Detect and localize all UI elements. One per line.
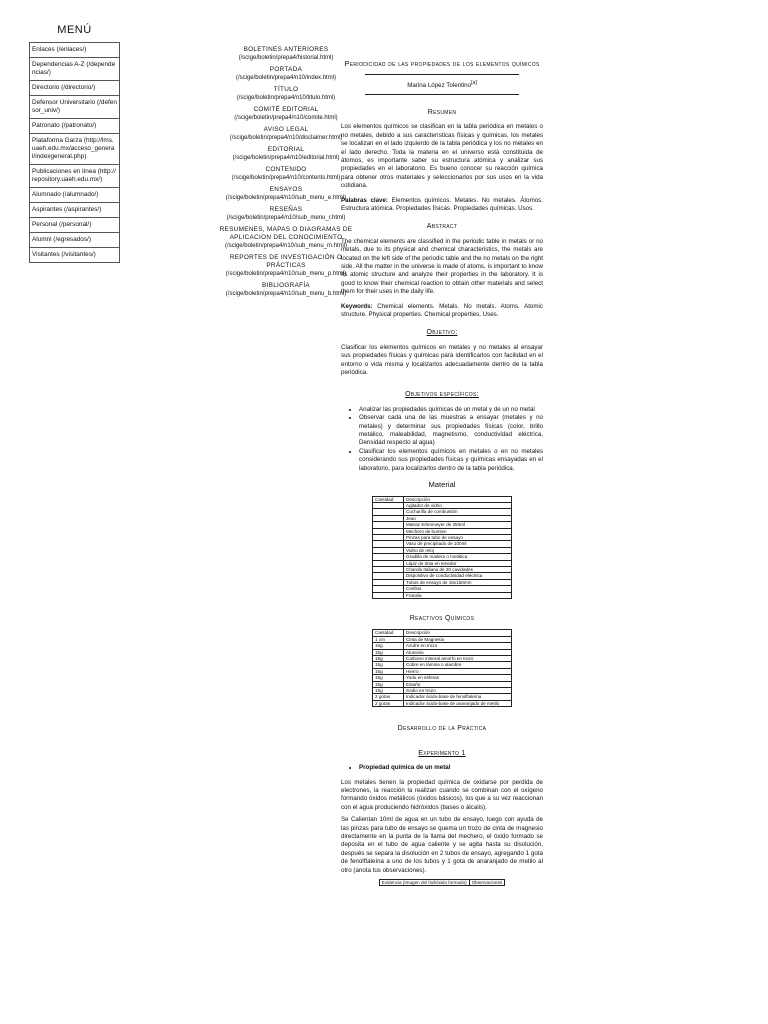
list-item: • Analizar las propiedades químicas de un metal y de un no metal	[359, 406, 543, 414]
link-url[interactable]: (/scige/boletin/prepa4/n10/contents.html)	[231, 175, 341, 181]
table-header-cell: Descripción	[404, 630, 512, 636]
link-url[interactable]: (/scige/boletin/prepa4/n10/disclaimer.html)	[229, 135, 343, 141]
palabras-label: Palabras clave:	[341, 196, 388, 204]
link-url[interactable]: (/scige/boletin/prepa4/n10/editorial.html)	[232, 155, 340, 161]
author-footnote-link[interactable]: [a]	[471, 80, 477, 87]
keywords	[341, 303, 543, 320]
article-title: Periodicidad de las propiedades de los elementos químicos	[344, 59, 540, 68]
menu-item[interactable]: Directorio (/directorio/)	[30, 81, 119, 96]
bulletin-link	[216, 66, 356, 82]
especificos-list	[341, 406, 543, 473]
table-cell: Cinta de Magnesio	[404, 636, 512, 642]
table-cell: Yodo en esferas	[404, 675, 512, 681]
keywords-text: Chemical elements. Metals. No metals. Atoms. Atomic structure. Physical properties. Chemical properties. Uses.	[341, 302, 543, 318]
link-url[interactable]: (/scige/boletin/prepa4/n10/titulo.html)	[236, 95, 336, 101]
table-cell: Vidrio de reloj	[404, 547, 512, 553]
reactivos-heading: Reactivos Químicos	[409, 615, 475, 622]
reactivos-table	[372, 629, 512, 707]
table-cell: Gradilla de madera o metálica	[404, 554, 512, 560]
menu-item[interactable]: Publicaciones en línea (http://repository.uaeh.edu.mx/)	[30, 165, 119, 188]
link-url[interactable]: (/scige/boletin/prepa4/n10/sub_menu_b.html)	[225, 291, 347, 297]
link-title: EDITORIAL	[267, 146, 305, 153]
bulletin-link	[216, 146, 356, 162]
author-divider	[365, 94, 519, 95]
bulletin-link	[216, 186, 356, 202]
table-cell: Matraz Erlenmeyer de 250ml	[404, 522, 512, 528]
experimento-paragraph-1: Los metales tienen la propiedad química de oxidarse por perdida de electrones, la reacción la realizan cuando se combinan con el oxígeno formando óxidos metálicos (óxidos básicos), los que a su vez reaccionan con el agua produciendo hidróxidos (bases o álcalis).	[341, 778, 543, 811]
article	[341, 60, 543, 886]
table-cell: Franela	[404, 592, 512, 598]
bulletin-links	[216, 46, 356, 302]
link-title: AVISO LEGAL	[263, 126, 309, 133]
table-row	[373, 700, 512, 706]
menu-list	[29, 42, 120, 263]
author	[341, 79, 543, 90]
table-cell: Charola Italiana de 20 cavidades	[404, 566, 512, 572]
abstract-text: The chemical elements are classified in the periodic table in metals or no metals, due to its physical and chemical characteristics, the metals are located on the left side of the periodic table and the no metals on the right side. All the matter in the universe is made of atoms, is important to know its atomic structure and analyze their properties in the laboratory. It is good to know their chemical reaction to obtain other materials and select them for their uses in the daily life.	[341, 237, 543, 296]
menu-item[interactable]: Personal (/personal/)	[30, 218, 119, 233]
title-divider	[365, 74, 519, 75]
menu-item[interactable]: Visitantes (/visitantes/)	[32, 251, 96, 258]
table-cell: Tubos de ensayo de 18x150mm	[404, 579, 512, 585]
experimento-list	[341, 764, 543, 772]
bulletin-link	[216, 206, 356, 222]
link-title: REPORTES DE INVESTIGACIÓN O PRÁCTICAS	[229, 254, 343, 269]
link-url[interactable]: (/scige/boletin/prepa4/n10/sub_menu_r.html)	[226, 215, 346, 221]
table-header-cell: Cantidad	[373, 630, 404, 636]
author-name: Marina López Tolentino	[407, 82, 472, 90]
bulletin-link	[216, 226, 356, 250]
table-cell: 1 cm	[373, 636, 404, 642]
palabras-clave	[341, 197, 543, 214]
resumen-heading: Resumen	[427, 108, 457, 116]
table-cell: Cerillos	[404, 586, 512, 592]
link-title: PORTADA	[269, 66, 303, 73]
menu-item[interactable]: Plataforma Garza (http://lms.uaeh.edu.mx/acceso_general/indexgeneral.php)	[30, 134, 119, 165]
table-cell: Sodio en trozo	[404, 688, 512, 694]
link-title: CONTENIDO	[265, 166, 307, 173]
table-cell: 15g	[373, 668, 404, 674]
table-cell	[373, 592, 404, 598]
side-menu	[29, 24, 120, 263]
objetivo-heading: Objetivo:	[426, 329, 458, 337]
link-url[interactable]: (/scige/boletin/prepa4/historial.html)	[238, 55, 334, 61]
menu-item[interactable]: Enlaces (/enlaces/)	[30, 43, 119, 58]
bulletin-link	[216, 86, 356, 102]
bulletin-link	[216, 106, 356, 122]
link-title: ENSAYOS	[269, 186, 303, 193]
experimento-bullet: • Propiedad química de un metal	[359, 764, 543, 772]
link-title: COMITÉ EDITORIAL	[253, 106, 319, 113]
bulletin-link	[216, 126, 356, 142]
material-heading: Material	[428, 480, 456, 490]
link-title: RESEÑAS	[269, 206, 303, 213]
desarrollo-heading: Desarrollo de la Práctica	[397, 725, 487, 733]
bulletin-link	[216, 254, 356, 278]
table-cell: Agitador de vidrio	[404, 502, 512, 508]
menu-item[interactable]: Dependencias A-Z (/dependencias/)	[30, 58, 119, 81]
table-cell: Cucharilla de combustión	[404, 509, 512, 515]
link-title: TÍTULO	[273, 86, 299, 93]
menu-item[interactable]: Alumnado (/alumnado/)	[30, 188, 119, 203]
bulletin-link	[216, 166, 356, 182]
link-url[interactable]: (/scige/boletin/prepa4/n10/sub_menu_p.html)	[225, 271, 347, 277]
link-url[interactable]: (/scige/boletin/prepa4/n10/comite.html)	[234, 115, 338, 121]
menu-item[interactable]: Defensor Universitario (/defensor_univ/)	[30, 96, 119, 119]
table-cell: 15g	[373, 688, 404, 694]
link-title: BIBLIOGRAFÍA	[262, 282, 310, 289]
table-header-cell: Descripción	[404, 496, 512, 502]
especificos-heading: Objetivos específicos:	[405, 391, 479, 399]
table-cell: Hierro	[404, 668, 512, 674]
menu-item[interactable]: Patronato (/patronato/)	[30, 119, 119, 134]
table-cell: 15g	[373, 681, 404, 687]
link-url[interactable]: (/scige/boletin/prepa4/n10/sub_menu_m.html)	[224, 243, 348, 249]
table-cell: Azufre en trozo	[404, 643, 512, 649]
link-url[interactable]: (/scige/boletin/prepa4/n10/index.html)	[235, 75, 337, 81]
table-cell: Dispositivo de conductividad eléctrica	[404, 573, 512, 579]
table-cell: 15g	[373, 656, 404, 662]
bulletin-link	[216, 282, 356, 298]
table-cell: Pinzas para tubo de ensayo	[404, 534, 512, 540]
table-cell: 2 gotas	[373, 694, 404, 700]
evidence-table	[379, 879, 506, 886]
table-cell: Aluminio	[404, 649, 512, 655]
keywords-label: Keywords:	[341, 302, 373, 310]
experimento-heading: Experimento 1	[418, 749, 466, 757]
table-cell: 15g	[373, 649, 404, 655]
table-cell: Carbono mineral amorfo en trozo	[404, 656, 512, 662]
table-cell: Cobre en lámina o alambre	[404, 662, 512, 668]
objetivo-text: Clasificar los elementos químicos en metales y no metales al ensayar sus propiedades físicas y químicas para identificarlos con facilidad en el entorno o vida misma y localizarlos adecuadamente dentro de la tabla periódica.	[341, 343, 543, 377]
table-cell: 2 gotas	[373, 700, 404, 706]
table-cell: Mechero de bunsen	[404, 528, 512, 534]
table-cell: 15g	[373, 675, 404, 681]
link-title: RESUMENES, MAPAS O DIAGRAMAS DE APLICACION DEL CONOCIMIENTO	[219, 226, 353, 241]
table-cell: 15g	[373, 643, 404, 649]
experimento-paragraph-2: Se Calientan 10ml de agua en un tubo de ensayo, luego con ayuda de las pinzas para tubo de ensayo se quema un trozo de cinta de magnesio directamente en la punta de la llama del mechero, el óxido formado se deposita en el tubo de agua caliente y se agita hasta su disolución, después se separa la disolución en 2 tubos de ensayo, agregando 1 gota de fenolftaleína a uno de los tubos y 1 gota de anaranjado de metilo al otro (anota tus observaciones).	[341, 816, 543, 874]
resumen-text: Los elementos químicos se clasifican en la tabla periódica en metales o no metales, debido a sus características físicas y químicas, los metales se localizan en el lado izquierdo de la tabla periódica y los no metales en el lado derecho. Toda la materia en el universo está constituida de átomos, es importante saber su estructura atómica y analizar sus propiedades en el laboratorio. Es bueno conocer su reacción química para obtener otros materiales y seleccionarlos por sus usos en la vida cotidiana.	[341, 123, 543, 190]
palabras-text: Elementos químicos. Metales. No metales. Átomos. Estructura atómica. Propiedades físicas. Propiedades químicas. Usos.	[341, 196, 543, 212]
table-cell: 15g	[373, 662, 404, 668]
table-header-cell: Observaciones	[469, 879, 505, 885]
table-row	[373, 592, 512, 598]
menu-item[interactable]: Aspirantes (/aspirantes/)	[30, 203, 119, 218]
link-url[interactable]: (/scige/boletin/prepa4/n10/sub_menu_e.html)	[225, 195, 347, 201]
list-item: • Observar cada una de las muestras a ensayar (metales y no metales) y determinar sus propiedades físicas (color, brillo metálico, maleabilidad, magnetismo, conductividad eléctrica, Densidad respecto al agua)	[359, 414, 543, 448]
list-item: • Clasificar los elementos químicos en metales o en no metales considerando sus propiedades físicas y químicas ensayadas en el laboratorio, para localizarlos dentro de la tabla periódica.	[359, 448, 543, 473]
table-header-cell: Evidencia (Imagen del hidróxido formado)	[379, 879, 469, 885]
bulletin-link	[216, 46, 356, 62]
abstract-heading: Abstract	[426, 223, 458, 231]
menu-item[interactable]: Alumni (/egresados/)	[30, 233, 119, 248]
table-cell: Estaño	[404, 681, 512, 687]
table-header-row	[379, 879, 505, 885]
table-cell: Indicador ácido-base de anaranjado de metilo	[404, 700, 512, 706]
table-cell: Lápiz de tinta en tenedor	[404, 560, 512, 566]
material-table	[372, 496, 512, 600]
table-cell: Indicador ácido-base de fenolftaleína	[404, 694, 512, 700]
table-header-cell: Cantidad	[373, 496, 404, 502]
menu-title: MENÚ	[57, 24, 92, 36]
table-cell: Vaso de precipitado de 100ml	[404, 541, 512, 547]
table-cell: Jean	[404, 515, 512, 521]
link-title: BOLETINES ANTERIORES	[243, 46, 329, 53]
